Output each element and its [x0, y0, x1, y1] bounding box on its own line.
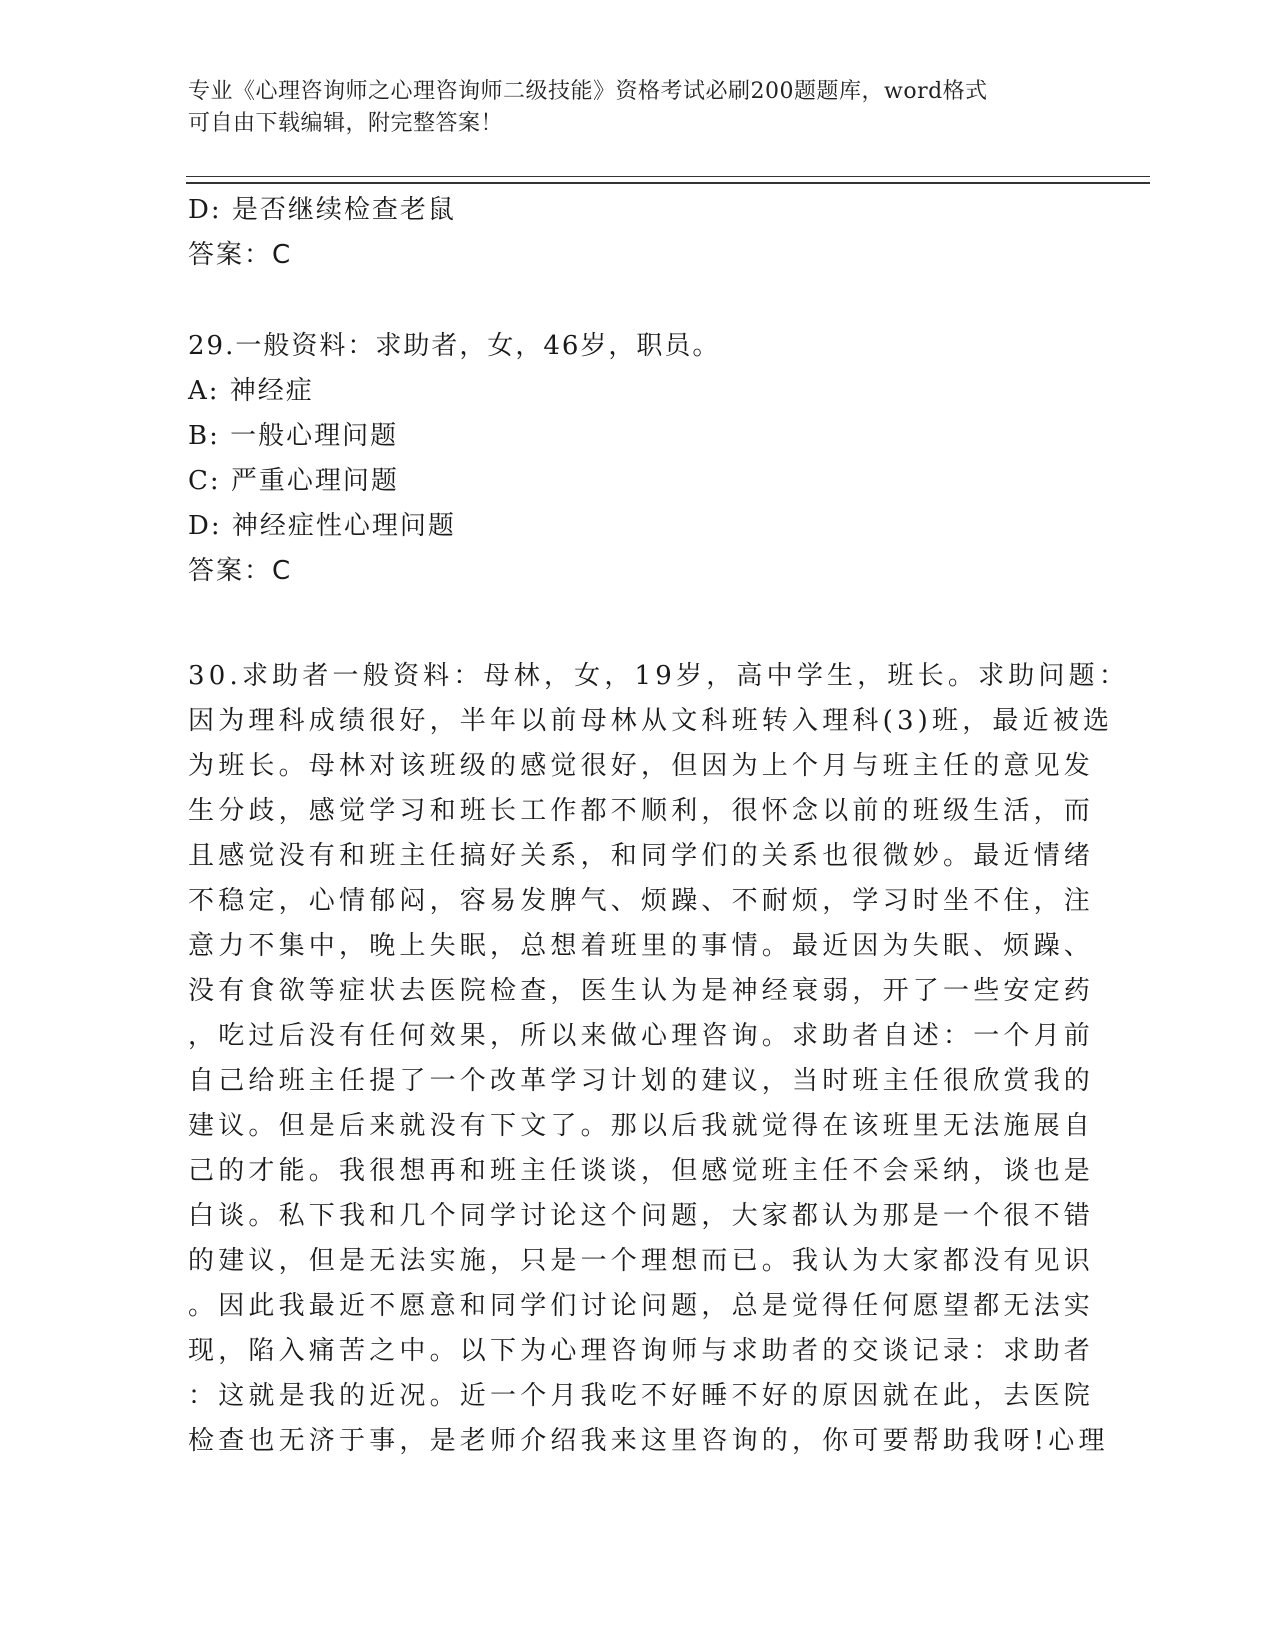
q29-option-a: A: 神经症: [188, 376, 314, 406]
q29-option-d: D: 神经症性心理问题: [188, 511, 456, 541]
spacer: [188, 594, 1068, 654]
q29-option-b: B: 一般心理问题: [188, 421, 399, 451]
q29-answer: 答案：C: [188, 556, 293, 586]
q30-line: 为班长。母林对该班级的感觉很好，但因为上个月与班主任的意见发: [188, 751, 1095, 781]
q30-line: 的建议，但是无法实施，只是一个理想而已。我认为大家都没有见识: [188, 1246, 1095, 1276]
q30-line: 不稳定，心情郁闷，容易发脾气、烦躁、不耐烦，学习时坐不住，注: [188, 886, 1095, 916]
q30-line: 30.求助者一般资料：母林，女，19岁，高中学生，班长。求助问题：: [188, 661, 1130, 691]
q30-line: 。因此我最近不愿意和同学们讨论问题，总是觉得任何愿望都无法实: [188, 1291, 1095, 1321]
spacer: [188, 278, 1068, 324]
header-title-line-1: 专业《心理咨询师之心理咨询师二级技能》资格考试必刷200题题库，word格式: [188, 79, 988, 104]
q30-line: 己的才能。我很想再和班主任谈谈，但感觉班主任不会采纳，谈也是: [188, 1156, 1095, 1186]
q30-line: ，吃过后没有任何效果，所以来做心理咨询。求助者自述：一个月前: [188, 1021, 1095, 1051]
q30-line: ：这就是我的近况。近一个月我吃不好睡不好的原因就在此，去医院: [188, 1381, 1095, 1411]
q30-line: 且感觉没有和班主任搞好关系，和同学们的关系也很微妙。最近情绪: [188, 841, 1095, 871]
q30-line: 生分歧，感觉学习和班长工作都不顺利，很怀念以前的班级生活，而: [188, 796, 1095, 826]
q29-option-c: C: 严重心理问题: [188, 466, 399, 496]
q29-stem: 29.一般资料：求助者，女，46岁，职员。: [188, 331, 721, 361]
q30-line: 自己给班主任提了一个改革学习计划的建议，当时班主任很欣赏我的: [188, 1066, 1095, 1096]
q30-line: 建议。但是后来就没有下文了。那以后我就觉得在该班里无法施展自: [188, 1111, 1095, 1141]
q30-line: 检查也无济于事，是老师介绍我来这里咨询的，你可要帮助我呀!心理: [188, 1426, 1109, 1456]
q28-option-d: D: 是否继续检查老鼠: [188, 195, 456, 225]
q28-answer: 答案：C: [188, 240, 293, 270]
q30-line: 现，陷入痛苦之中。以下为心理咨询师与求助者的交谈记录：求助者: [188, 1336, 1095, 1366]
document-body: [188, 188, 1130, 1464]
q30-line: 白谈。私下我和几个同学讨论这个问题，大家都认为那是一个很不错: [188, 1201, 1095, 1231]
q30-line: 意力不集中，晚上失眠，总想着班里的事情。最近因为失眠、烦躁、: [188, 931, 1095, 961]
q30-line: 没有食欲等症状去医院检查，医生认为是神经衰弱，开了一些安定药: [188, 976, 1095, 1006]
q30-line: 因为理科成绩很好，半年以前母林从文科班转入理科(3)班，最近被选: [188, 706, 1114, 736]
q30-paragraph: [188, 654, 1130, 1464]
document-header: [188, 76, 1068, 140]
header-divider: [186, 176, 1150, 184]
header-title-line-2: 可自由下载编辑，附完整答案！: [188, 111, 504, 136]
